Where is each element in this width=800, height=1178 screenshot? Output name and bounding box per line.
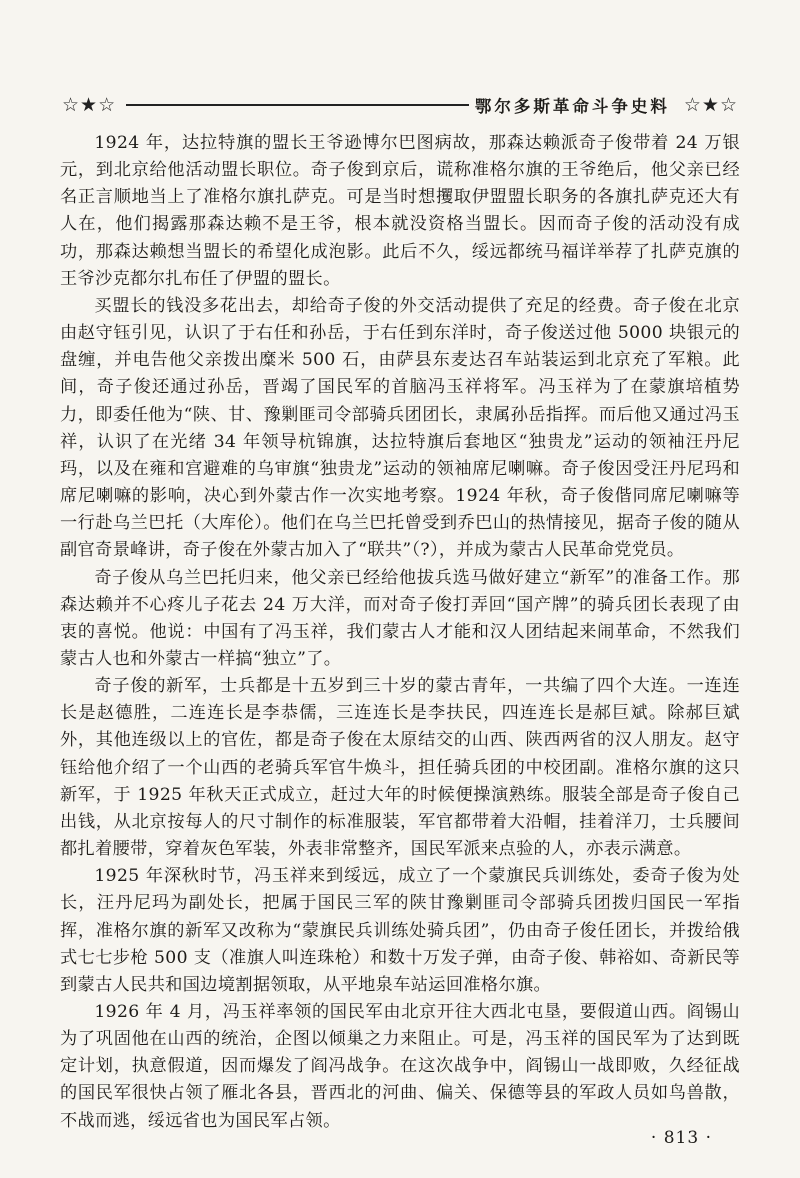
- paragraph: 1926 年 4 月，冯玉祥率领的国民军由北京开往大西北屯垦，要假道山西。阎锡山为了巩固他在山西的统治，企图以倾巢之力来阻止。可是，冯玉祥的国民军为了达到既定计划，执意假道，因而爆发了阎冯战争。在这次战争中，阎锡山一战即败，久经征战的国民军很快占领了雁北各县，晋西北的河曲、偏关、保德等县的军政人员如鸟兽散，不战而逃，绥远省也为国民军占领。: [60, 1002, 740, 1131]
- star-ornament-left: ☆★☆: [62, 94, 117, 116]
- series-title: 鄂尔多斯革命斗争史料: [474, 97, 670, 116]
- header-rule: [126, 104, 469, 106]
- paragraph: 奇子俊的新军，士兵都是十五岁到三十岁的蒙古青年，一共编了四个大连。一连连长是赵德胜，二连连长是李恭儒，三连连长是李扶民，四连连长是郝巨斌。除郝巨斌外，其他连级以上的官佐，都是奇子俊在太原结交的山西、陕西两省的汉人朋友。赵守钰给他介绍了一个山西的老骑兵军官牛焕斗，担任骑兵团的中校团副。准格尔旗的这只新军，于 1925 年秋天正式成立，赶过大年的时候便操演熟练。服装全部是奇子俊自己出钱，从北京按每人的尺寸制作的标准服装，军官都带着大沿帽，挂着洋刀，士兵腰间都扎着腰带，穿着灰色军装，外表非常整齐，国民军派来点验的人，亦表示满意。: [60, 676, 740, 860]
- paragraph: 1925 年深秋时节，冯玉祥来到绥远，成立了一个蒙旗民兵训练处，委奇子俊为处长，汪丹尼玛为副处长，把属于国民三军的陕甘豫剿匪司令部骑兵团拨归国民一军指挥，准格尔旗的新军又改称为“蒙旗民兵训练处骑兵团”，仍由奇子俊任团长，并拨给俄式七七步枪 500 支（准旗人叫连珠枪）和数十万发子弹，由奇子俊、韩裕如、奇新民等到蒙古人民共和国边境割据领取，从平地泉车站运回准格尔旗。: [60, 866, 740, 995]
- running-header: [62, 92, 738, 118]
- page-number: · 813 ·: [650, 1128, 712, 1148]
- paragraph: 奇子俊从乌兰巴托归来，他父亲已经给他拔兵选马做好建立“新军”的准备工作。那森达赖并不心疼儿子花去 24 万大洋，而对奇子俊打弄回“国产牌”的骑兵团长表现了由衷的喜悦。他说：中国有了冯玉祥，我们蒙古人才能和汉人团结起来闹革命，不然我们蒙古人也和外蒙古一样搞“独立”了。: [60, 567, 740, 669]
- paragraph: 1924 年，达拉特旗的盟长王爷逊博尔巴图病故，那森达赖派奇子俊带着 24 万银元，到北京给他活动盟长职位。奇子俊到京后，谎称准格尔旗的王爷绝后，他父亲已经名正言顺地当上了准格尔旗扎萨克。可是当时想攫取伊盟盟长职务的各旗扎萨克还大有人在，他们揭露那森达赖不是王爷，根本就没资格当盟长。因而奇子俊的活动没有成功，那森达赖想当盟长的希望化成泡影。此后不久，绥远都统马福详举荐了扎萨克旗的王爷沙克都尔扎布任了伊盟的盟长。: [60, 133, 740, 289]
- paragraph: 买盟长的钱没多花出去，却给奇子俊的外交活动提供了充足的经费。奇子俊在北京由赵守钰引见，认识了于右任和孙岳，于右任到东洋时，奇子俊送过他 5000 块银元的盘缠，并电告他父亲拨出糜米 500 石，由萨县东麦达召车站装运到北京充了军粮。此间，奇子俊还通过孙岳，晋竭了国民军的首脑冯玉祥将军。冯玉祥为了在蒙旗培植势力，即委任他为“陕、甘、豫剿匪司令部骑兵团团长，隶属孙岳指挥。而后他又通过冯玉祥，认识了在光绪 34 年领导杭锦旗，达拉特旗后套地区“独贵龙”运动的领袖汪丹尼玛，以及在雍和宫避难的乌审旗“独贵龙”运动的领袖席尼喇嘛。奇子俊因受汪丹尼玛和席尼喇嘛的影响，决心到外蒙古作一次实地考察。1924 年秋，奇子俊偕同席尼喇嘛等一行赴乌兰巴托（大库伦）。他们在乌兰巴托曾受到乔巴山的热情接见，据奇子俊的随从副官奇景峰讲，奇子俊在外蒙古加入了“联共”（?），并成为蒙古人民革命党党员。: [60, 295, 740, 561]
- body-text: [60, 130, 740, 1135]
- star-ornament-right: ☆★☆: [683, 94, 738, 116]
